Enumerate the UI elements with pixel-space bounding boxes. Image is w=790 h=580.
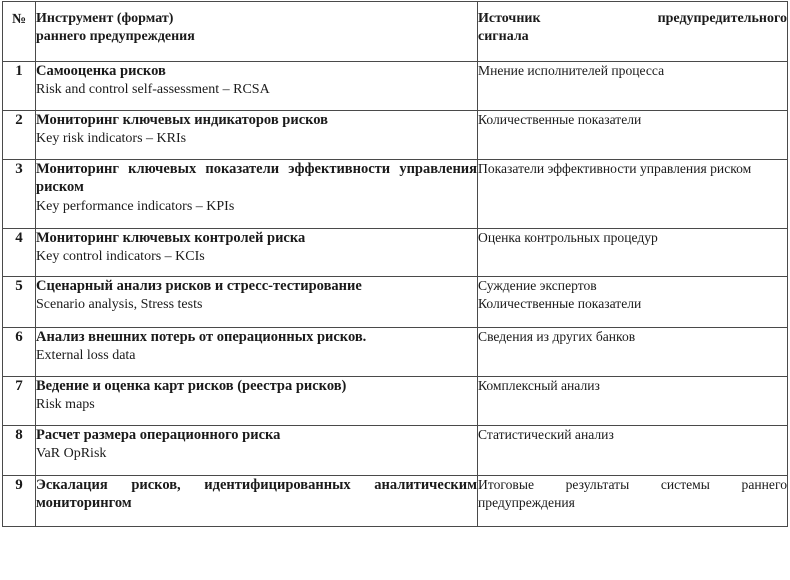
row-tool-en: VaR OpRisk [36, 446, 107, 462]
row-tool-en: Risk and control self-assessment – RCSA [36, 82, 270, 98]
row-tool-en: Key performance indicators – KPIs [36, 198, 235, 214]
row-tool [36, 62, 478, 111]
table-row [3, 62, 788, 111]
table-row [3, 328, 788, 377]
row-tool-en: External loss data [36, 348, 136, 364]
row-tool-en: Key control indicators – KCIs [36, 249, 205, 265]
row-number: 3 [3, 160, 36, 229]
row-source [478, 229, 788, 277]
column-header-tool-line1: Инструмент (формат) [36, 11, 174, 26]
row-tool [36, 160, 478, 229]
table-body [3, 62, 788, 527]
column-header-number-label: № [11, 12, 27, 27]
row-tool [36, 277, 478, 328]
row-tool-ru: Самооценка рисков [36, 63, 166, 79]
row-source-line1: Мнение исполнителей процесса [478, 63, 665, 78]
row-number: 8 [3, 426, 36, 476]
column-header-source-line1: Источник предупредительного [478, 11, 787, 26]
row-tool-ru: Анализ внешних потерь от операционных рисков. [36, 329, 367, 345]
row-source-line1: Количественные показатели [478, 112, 642, 127]
row-source-line1: Итоговые результаты системы раннего предупреждения [478, 477, 787, 510]
row-number: 5 [3, 277, 36, 328]
row-tool-en: Scenario analysis, Stress tests [36, 297, 203, 313]
row-tool-ru: Ведение и оценка карт рисков (реестра рисков) [36, 378, 347, 394]
row-source [478, 426, 788, 476]
row-tool-en [36, 513, 477, 514]
row-number: 1 [3, 62, 36, 111]
column-header-source [478, 2, 788, 62]
row-source-line1: Показатели эффективности управления риском [478, 161, 752, 176]
row-source [478, 277, 788, 328]
row-number: 2 [3, 111, 36, 160]
table-row [3, 377, 788, 426]
row-tool [36, 111, 478, 160]
row-tool [36, 328, 478, 377]
row-source [478, 377, 788, 426]
row-tool-en: Risk maps [36, 397, 95, 413]
row-source-line1: Оценка контрольных процедур [478, 230, 658, 245]
table-header [3, 2, 788, 62]
row-tool-ru: Расчет размера операционного риска [36, 427, 281, 443]
row-source-line1: Комплексный анализ [478, 378, 600, 393]
row-tool [36, 476, 478, 527]
row-source [478, 111, 788, 160]
column-header-source-line2: сигнала [478, 29, 529, 45]
table-row [3, 160, 788, 229]
row-number: 6 [3, 328, 36, 377]
table-row [3, 476, 788, 527]
row-tool [36, 426, 478, 476]
early-warning-tools-table [2, 1, 788, 527]
row-source [478, 328, 788, 377]
table-header-row [3, 2, 788, 62]
column-header-tool-line2: раннего предупреждения [36, 28, 195, 44]
table-row [3, 229, 788, 277]
row-source-line1: Суждение экспертов [478, 278, 597, 293]
row-tool-ru: Мониторинг ключевых контролей риска [36, 230, 306, 246]
column-header-tool [36, 2, 478, 62]
row-tool [36, 229, 478, 277]
row-tool-ru: Мониторинг ключевых показатели эффективности управления риском [36, 161, 477, 196]
row-source [478, 62, 788, 111]
row-tool-ru: Сценарный анализ рисков и стресс-тестирование [36, 278, 362, 294]
row-source-line2: Количественные показатели [478, 295, 642, 311]
table-row [3, 277, 788, 328]
row-tool [36, 377, 478, 426]
row-number: 7 [3, 377, 36, 426]
column-header-number [3, 2, 36, 62]
row-tool-en: Key risk indicators – KRIs [36, 131, 187, 147]
row-source-line1: Сведения из других банков [478, 329, 636, 344]
table-row [3, 111, 788, 160]
row-source [478, 160, 788, 229]
row-source [478, 476, 788, 527]
row-tool-ru: Мониторинг ключевых индикаторов рисков [36, 112, 329, 128]
row-number: 4 [3, 229, 36, 277]
row-source-line1: Статистический анализ [478, 427, 614, 442]
row-tool-ru: Эскалация рисков, идентифицированных аналитическим мониторингом [36, 477, 477, 512]
table-row [3, 426, 788, 476]
row-number: 9 [3, 476, 36, 527]
